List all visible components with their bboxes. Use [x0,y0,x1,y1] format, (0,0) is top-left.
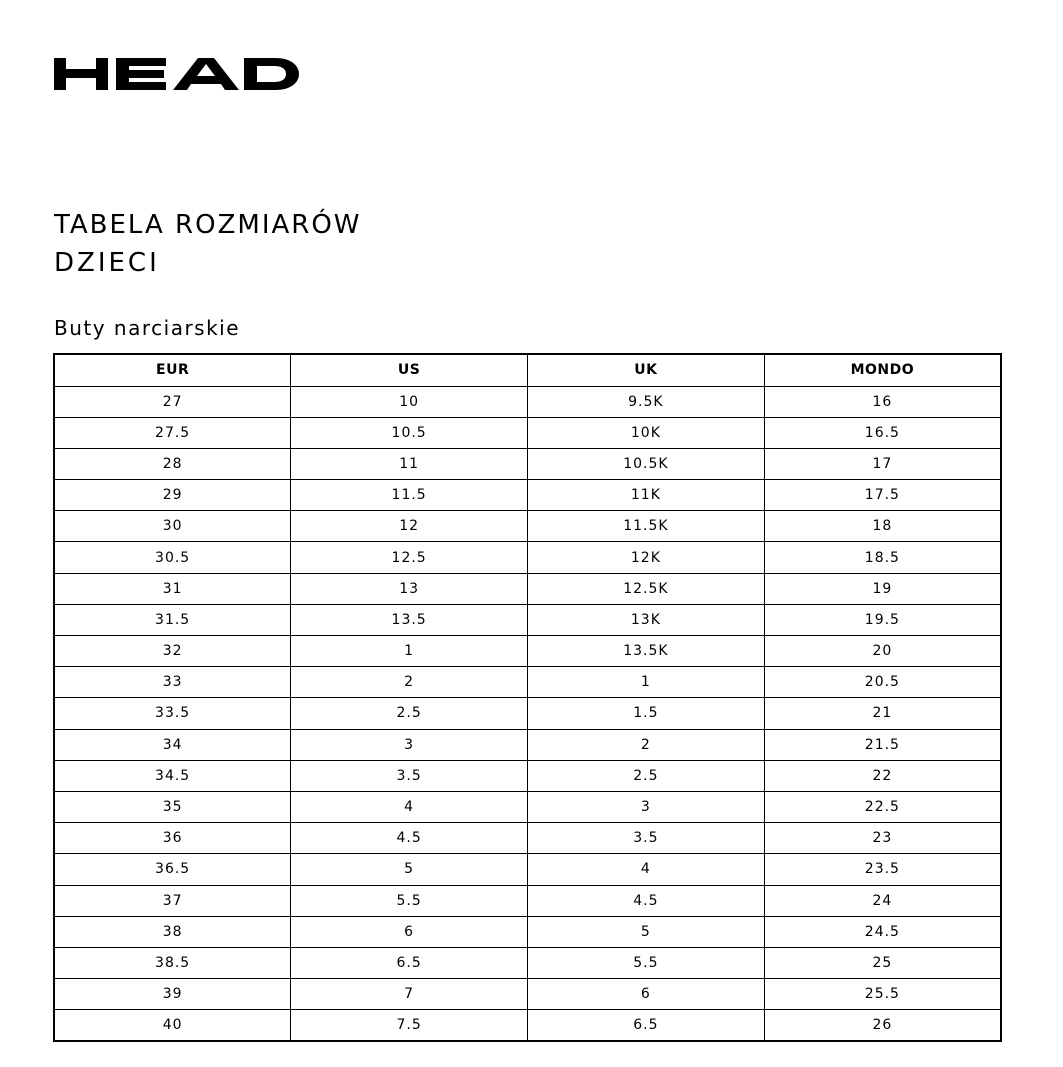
cell-uk: 5 [528,916,765,947]
cell-us: 4 [291,791,528,822]
cell-uk: 5.5 [528,947,765,978]
cell-eur: 37 [54,885,291,916]
table-row [54,729,1001,760]
cell-mondo: 20 [764,636,1001,667]
table-body [54,386,1001,1041]
cell-us: 3.5 [291,760,528,791]
cell-uk: 2 [528,729,765,760]
title-line-1: TABELA ROZMIARÓW [54,210,362,240]
cell-uk: 4 [528,854,765,885]
cell-uk: 9.5K [528,386,765,417]
table-row [54,448,1001,479]
cell-mondo: 20.5 [764,667,1001,698]
table-row [54,417,1001,448]
cell-mondo: 18 [764,511,1001,542]
cell-eur: 35 [54,791,291,822]
table-row [54,542,1001,573]
cell-uk: 13.5K [528,636,765,667]
cell-us: 5.5 [291,885,528,916]
cell-mondo: 21.5 [764,729,1001,760]
cell-us: 12 [291,511,528,542]
cell-eur: 38.5 [54,947,291,978]
cell-mondo: 19.5 [764,604,1001,635]
cell-mondo: 17.5 [764,480,1001,511]
cell-mondo: 21 [764,698,1001,729]
table-row [54,1010,1001,1041]
cell-uk: 3 [528,791,765,822]
cell-uk: 11.5K [528,511,765,542]
cell-us: 11.5 [291,480,528,511]
cell-us: 5 [291,854,528,885]
cell-eur: 40 [54,1010,291,1041]
cell-eur: 27 [54,386,291,417]
cell-eur: 36 [54,823,291,854]
cell-mondo: 16.5 [764,417,1001,448]
cell-us: 10 [291,386,528,417]
title-line-2: DZIECI [54,248,160,278]
page-title [54,206,362,282]
cell-us: 6.5 [291,947,528,978]
cell-us: 13.5 [291,604,528,635]
table-row [54,823,1001,854]
cell-mondo: 24.5 [764,916,1001,947]
table-row [54,854,1001,885]
cell-us: 2.5 [291,698,528,729]
header-uk: UK [528,354,765,386]
table-row [54,386,1001,417]
cell-eur: 38 [54,916,291,947]
cell-us: 7.5 [291,1010,528,1041]
table-row [54,511,1001,542]
size-table [53,353,1002,1042]
cell-eur: 34 [54,729,291,760]
table-row [54,480,1001,511]
cell-uk: 2.5 [528,760,765,791]
cell-mondo: 22.5 [764,791,1001,822]
cell-uk: 3.5 [528,823,765,854]
cell-mondo: 25.5 [764,979,1001,1010]
cell-uk: 11K [528,480,765,511]
cell-eur: 31.5 [54,604,291,635]
size-table-wrapper [53,353,1002,1042]
cell-us: 3 [291,729,528,760]
cell-eur: 32 [54,636,291,667]
cell-mondo: 25 [764,947,1001,978]
table-header-row [54,354,1001,386]
table-row [54,698,1001,729]
cell-uk: 10.5K [528,448,765,479]
table-row [54,573,1001,604]
cell-eur: 34.5 [54,760,291,791]
section-title: Buty narciarskie [54,316,241,340]
cell-eur: 29 [54,480,291,511]
cell-mondo: 26 [764,1010,1001,1041]
cell-eur: 30.5 [54,542,291,573]
cell-uk: 1.5 [528,698,765,729]
cell-uk: 1 [528,667,765,698]
cell-mondo: 16 [764,386,1001,417]
table-row [54,604,1001,635]
header-eur: EUR [54,354,291,386]
cell-uk: 4.5 [528,885,765,916]
cell-eur: 33.5 [54,698,291,729]
cell-mondo: 18.5 [764,542,1001,573]
cell-mondo: 24 [764,885,1001,916]
cell-mondo: 23.5 [764,854,1001,885]
cell-mondo: 19 [764,573,1001,604]
cell-us: 7 [291,979,528,1010]
cell-eur: 28 [54,448,291,479]
cell-uk: 12K [528,542,765,573]
cell-eur: 27.5 [54,417,291,448]
table-row [54,636,1001,667]
cell-eur: 39 [54,979,291,1010]
header-us: US [291,354,528,386]
cell-us: 2 [291,667,528,698]
table-row [54,947,1001,978]
table-row [54,667,1001,698]
cell-uk: 13K [528,604,765,635]
table-row [54,760,1001,791]
cell-mondo: 17 [764,448,1001,479]
cell-uk: 10K [528,417,765,448]
head-logo [54,58,299,90]
cell-eur: 30 [54,511,291,542]
cell-us: 12.5 [291,542,528,573]
cell-uk: 6 [528,979,765,1010]
cell-us: 1 [291,636,528,667]
cell-us: 11 [291,448,528,479]
cell-mondo: 23 [764,823,1001,854]
table-row [54,885,1001,916]
cell-uk: 6.5 [528,1010,765,1041]
table-row [54,916,1001,947]
cell-us: 13 [291,573,528,604]
cell-uk: 12.5K [528,573,765,604]
header-mondo: MONDO [764,354,1001,386]
cell-mondo: 22 [764,760,1001,791]
table-row [54,979,1001,1010]
table-row [54,791,1001,822]
cell-eur: 33 [54,667,291,698]
cell-us: 6 [291,916,528,947]
cell-us: 10.5 [291,417,528,448]
cell-eur: 31 [54,573,291,604]
cell-us: 4.5 [291,823,528,854]
cell-eur: 36.5 [54,854,291,885]
